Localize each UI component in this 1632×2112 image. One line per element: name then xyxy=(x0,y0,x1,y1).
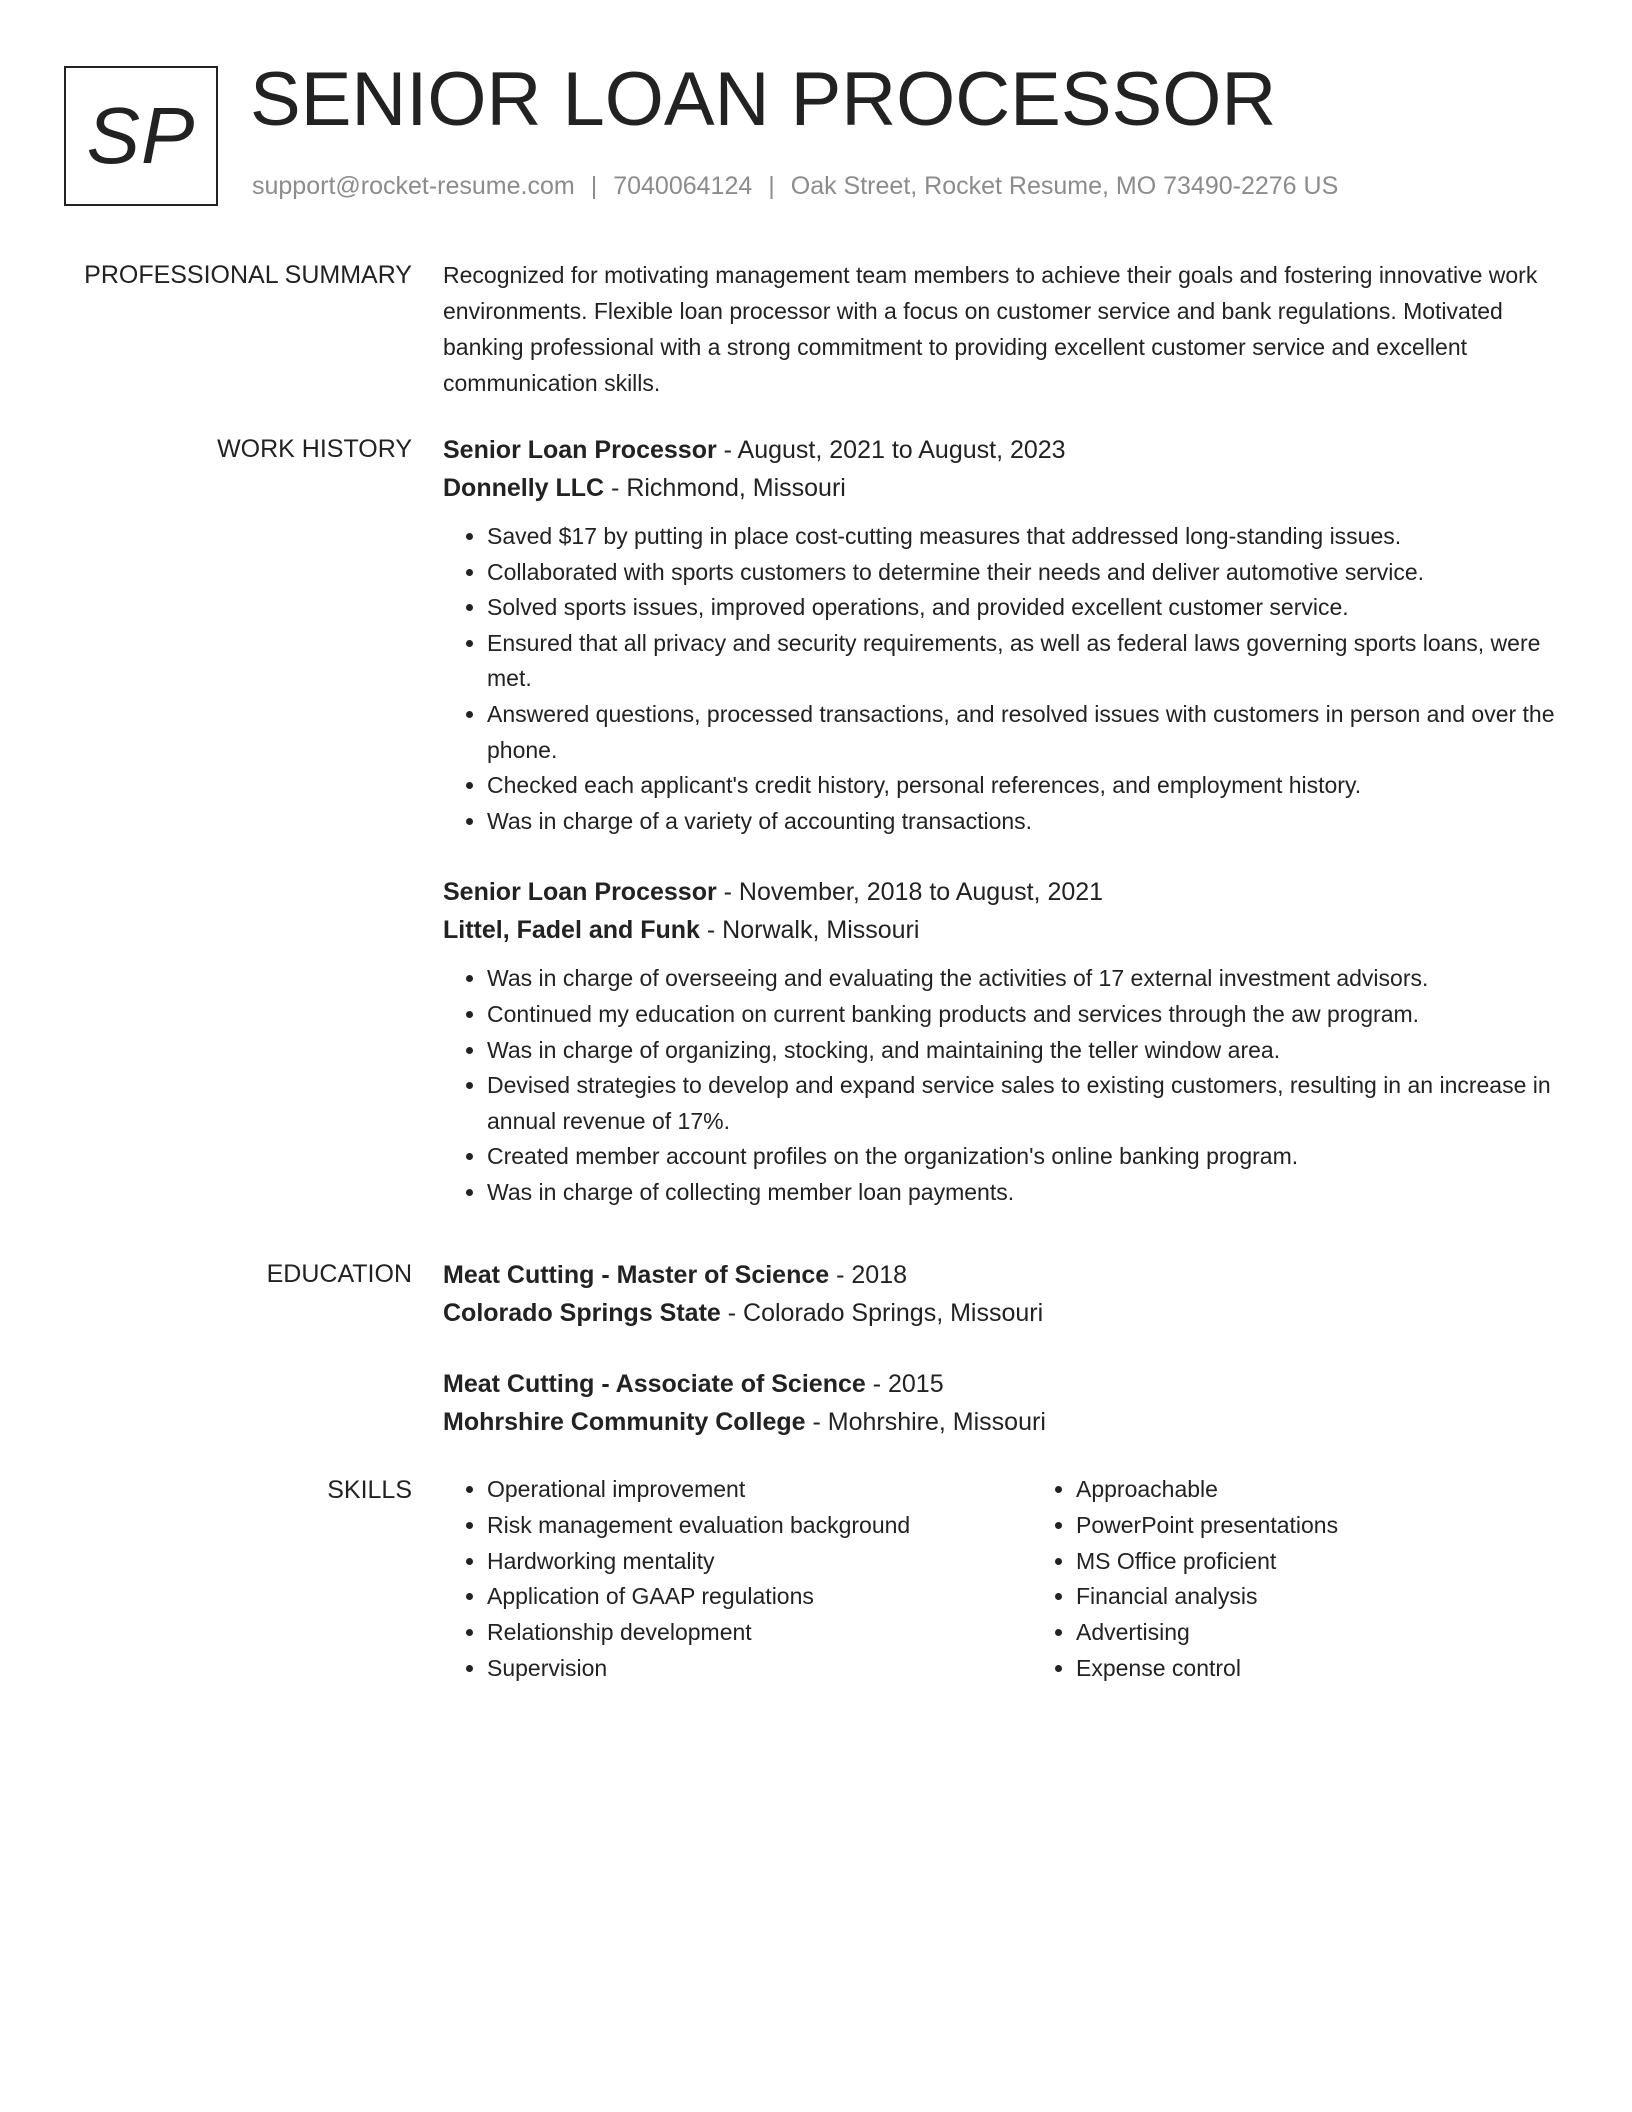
contact-phone[interactable]: 7040064124 xyxy=(613,172,753,200)
education-year: - 2018 xyxy=(829,1261,908,1289)
work-history-body xyxy=(443,431,1563,1211)
job-bullet: • Was in charge of organizing, stocking, and maintaining the teller window area. xyxy=(487,1033,1563,1069)
section-heading-skills: SKILLS xyxy=(327,1476,412,1504)
job-title: Senior Loan Processor xyxy=(443,436,717,464)
job-dates: - November, 2018 to August, 2021 xyxy=(716,878,1104,907)
skill-item: • Advertising xyxy=(1076,1615,1338,1651)
skills-list-right xyxy=(1032,1472,1338,1687)
job-title: Senior Loan Processor xyxy=(443,878,717,907)
education-year: - 2015 xyxy=(865,1370,944,1398)
skill-item: • Approachable xyxy=(1076,1472,1338,1508)
job-bullet: • Answered questions, processed transactions, and resolved issues with customers in person and over the phone. xyxy=(487,697,1563,768)
job-entry xyxy=(443,873,1563,1210)
job-bullet: • Was in charge of a variety of accounting transactions. xyxy=(487,804,1563,840)
skill-item: • PowerPoint presentations xyxy=(1076,1508,1338,1544)
skill-item: • Risk management evaluation background xyxy=(487,1508,1032,1544)
education-body xyxy=(443,1256,1563,1441)
job-bullet: • Collaborated with sports customers to determine their needs and deliver automotive service. xyxy=(487,555,1563,591)
skill-item: • Application of GAAP regulations xyxy=(487,1579,1032,1615)
education-location: - Mohrshire, Missouri xyxy=(805,1408,1046,1436)
job-bullet: • Saved $17 by putting in place cost-cutting measures that addressed long-standing issues. xyxy=(487,519,1563,555)
skill-item: • Supervision xyxy=(487,1651,1032,1687)
job-bullet: • Ensured that all privacy and security requirements, as well as federal laws governing sports loans, were met. xyxy=(487,626,1563,697)
section-heading-work-history: WORK HISTORY xyxy=(217,435,412,463)
contact-email[interactable]: support@rocket-resume.com xyxy=(252,172,575,200)
job-bullet: • Solved sports issues, improved operations, and provided excellent customer service. xyxy=(487,590,1563,626)
job-company-line xyxy=(443,469,1563,507)
skill-item: • Financial analysis xyxy=(1076,1579,1338,1615)
job-company-line xyxy=(443,911,1563,949)
education-entry xyxy=(443,1365,1563,1441)
job-company: Donnelly LLC xyxy=(443,474,605,502)
job-location: - Norwalk, Missouri xyxy=(699,916,920,945)
contact-line xyxy=(252,172,1338,201)
education-entry xyxy=(443,1256,1563,1332)
summary-text: Recognized for motivating management team members to achieve their goals and fostering innovative work environments. Flexible loan processor with a focus on customer service and bank regulations. Motivated banking professional with a strong commitment to providing excellent customer service and excellent communication skills. xyxy=(443,262,1538,396)
monogram-logo: SP xyxy=(64,66,218,206)
education-school: Colorado Springs State xyxy=(443,1299,721,1327)
education-degree-line xyxy=(443,1256,1563,1294)
job-bullet: • Devised strategies to develop and expand service sales to existing customers, resulting in an increase in annual revenue of 17%. xyxy=(487,1068,1563,1139)
job-bullet-list xyxy=(443,961,1563,1210)
education-degree-line xyxy=(443,1365,1563,1403)
skills-list-left xyxy=(443,1472,1032,1687)
skill-item: • Operational improvement xyxy=(487,1472,1032,1508)
education-school-line xyxy=(443,1294,1563,1332)
job-title-line xyxy=(443,873,1563,911)
summary-body xyxy=(443,257,1563,401)
job-company: Littel, Fadel and Funk xyxy=(443,916,700,945)
job-location: - Richmond, Missouri xyxy=(604,474,846,502)
education-degree: Meat Cutting - Associate of Science xyxy=(443,1370,866,1398)
contact-separator: | xyxy=(590,172,598,200)
job-title-line xyxy=(443,431,1563,469)
resume-title: SENIOR LOAN PROCESSOR xyxy=(250,57,1277,142)
contact-separator: | xyxy=(768,172,775,200)
section-heading-summary: PROFESSIONAL SUMMARY xyxy=(84,261,412,289)
job-bullet: • Created member account profiles on the organization's online banking program. xyxy=(487,1139,1563,1175)
skills-body xyxy=(443,1472,1563,1687)
job-entry xyxy=(443,431,1563,839)
contact-address: Oak Street, Rocket Resume, MO 73490-2276 US xyxy=(790,172,1339,200)
job-bullet: • Was in charge of overseeing and evaluating the activities of 17 external investment advisors. xyxy=(487,961,1563,997)
skill-item: • Hardworking mentality xyxy=(487,1544,1032,1580)
job-bullet: • Was in charge of collecting member loan payments. xyxy=(487,1175,1563,1211)
education-school-line xyxy=(443,1403,1563,1441)
skill-item: • Expense control xyxy=(1076,1651,1338,1687)
job-bullet-list xyxy=(443,519,1563,839)
skill-item: • MS Office proficient xyxy=(1076,1544,1338,1580)
education-location: - Colorado Springs, Missouri xyxy=(720,1299,1044,1327)
job-bullet: • Checked each applicant's credit history, personal references, and employment history. xyxy=(487,768,1563,804)
job-bullet: • Continued my education on current banking products and services through the aw program. xyxy=(487,997,1563,1033)
education-degree: Meat Cutting - Master of Science xyxy=(443,1261,830,1289)
skill-item: • Relationship development xyxy=(487,1615,1032,1651)
section-heading-education: EDUCATION xyxy=(266,1260,412,1288)
job-dates: - August, 2021 to August, 2023 xyxy=(716,436,1066,464)
education-school: Mohrshire Community College xyxy=(443,1408,806,1436)
